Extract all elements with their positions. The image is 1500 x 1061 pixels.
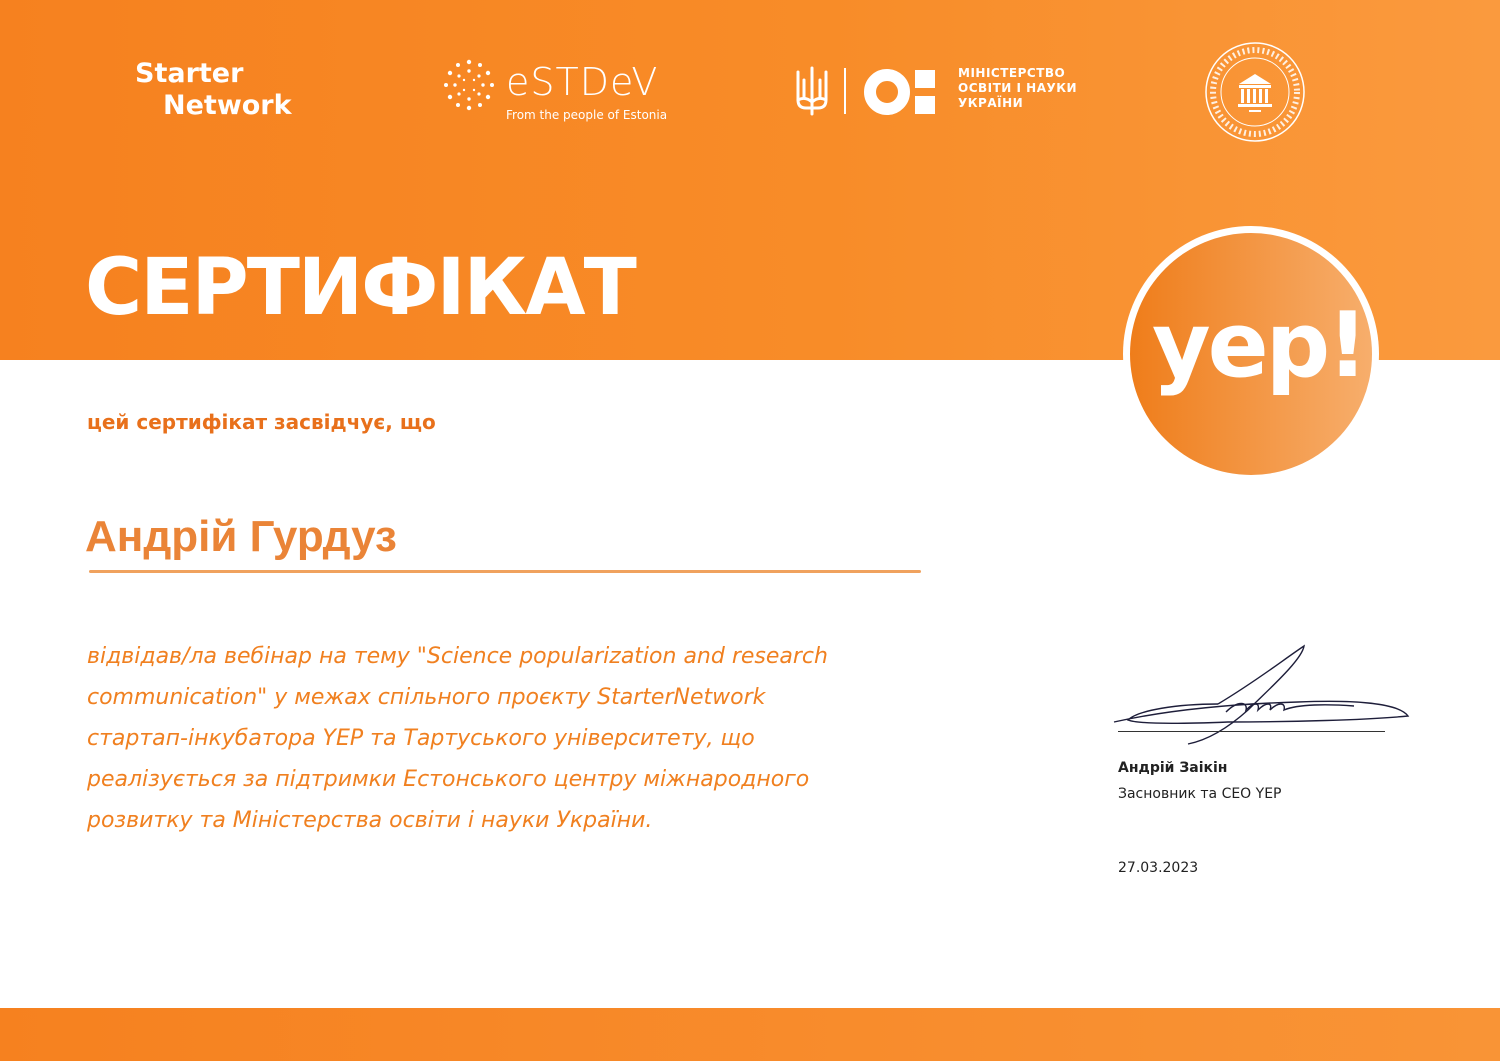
estdev-logo [442, 58, 682, 128]
certificate-body [87, 636, 907, 841]
handwritten-signature [1108, 640, 1413, 750]
tartu-university-seal [1203, 40, 1307, 144]
ministry-line2: ОСВІТИ І НАУКИ [958, 81, 1078, 95]
ministry-divider [844, 68, 846, 114]
body-line: стартап-інкубатора YEP та Тартуського університету, що [87, 726, 755, 751]
ministry-line3: УКРАЇНИ [958, 96, 1024, 110]
body-line: розвитку та Міністерства освіти і науки України. [87, 808, 653, 833]
certificate-date: 27.03.2023 [1118, 860, 1199, 876]
ministry-emblem-icon [863, 66, 943, 118]
body-line: реалізується за підтримки Естонського центру міжнародного [87, 767, 810, 792]
ministry-line1: МІНІСТЕРСТВО [958, 66, 1066, 80]
trident-icon [795, 66, 829, 116]
starter-logo-line2: Network [163, 90, 292, 121]
signatory-name: Андрій Заікін [1118, 760, 1228, 776]
ministry-name [958, 66, 1077, 111]
yep-badge [1112, 220, 1392, 488]
yep-badge-text: yep! [1152, 293, 1366, 398]
certificate-title: СЕРТИФІКАТ [85, 243, 635, 333]
signatory-role: Засновник та CEO YEP [1118, 786, 1282, 802]
signature-line [1118, 731, 1385, 732]
recipient-name: Андрій Гурдуз [85, 512, 397, 561]
starter-network-logo [135, 58, 292, 122]
estdev-tagline: From the people of Estonia [506, 108, 668, 122]
estdev-wordmark: eSTDeV [506, 60, 659, 104]
recipient-underline [89, 570, 921, 573]
certificate-intro: цей сертифікат засвідчує, що [87, 410, 436, 434]
body-line: відвідав/ла вебінар на тему "Science popularization and research [87, 644, 828, 669]
starter-logo-line1: Starter [135, 58, 244, 89]
body-line: communication" у межах спільного проєкту StarterNetwork [87, 685, 766, 710]
tartu-seal-icon [1203, 40, 1307, 144]
footer-band [0, 1008, 1500, 1061]
estdev-dots-icon [442, 58, 496, 112]
